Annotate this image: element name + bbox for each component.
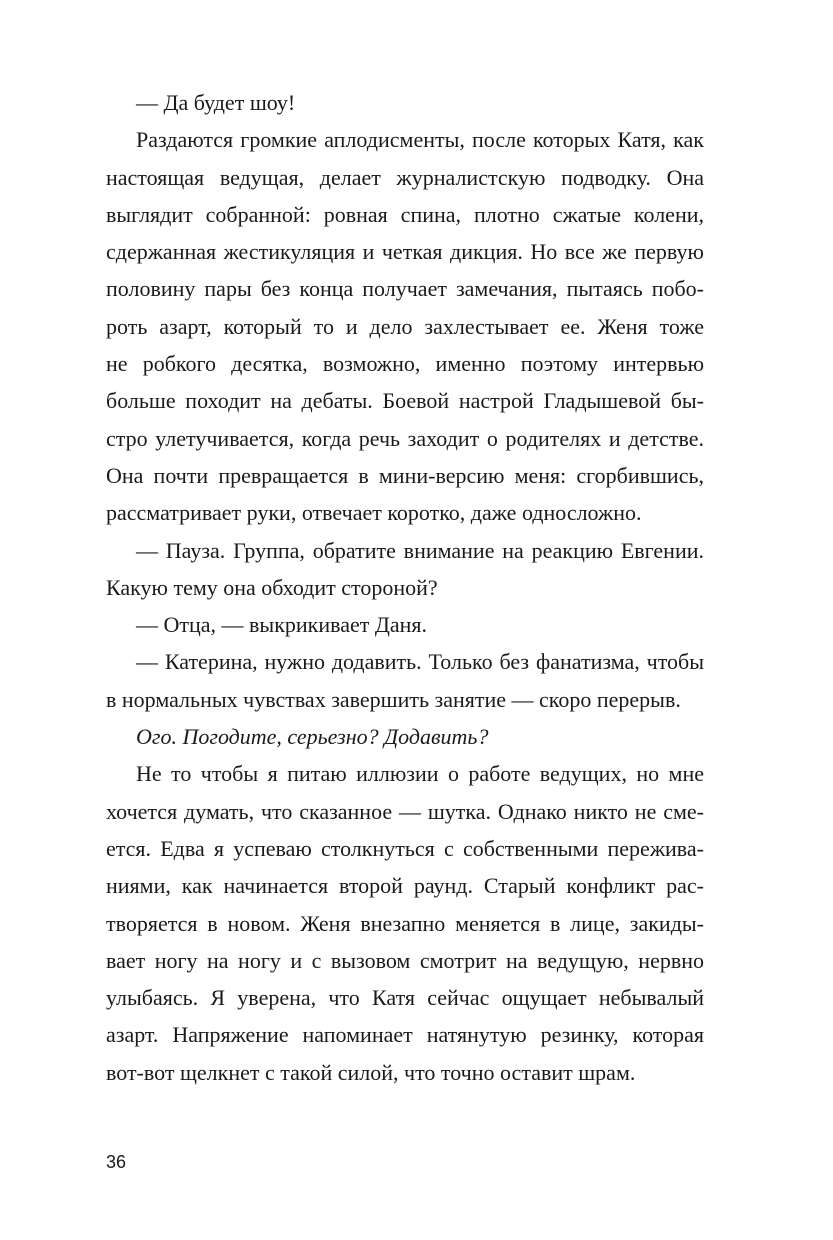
- dialogue-line: — Отца, — выкрикивает Даня.: [136, 612, 428, 638]
- paragraph-line: хочется думать, что сказанное — шутка. Однако никто не сме-: [106, 798, 704, 824]
- dialogue-line: Какую тему она обходит стороной?: [106, 574, 438, 600]
- dialogue-line: — Катерина, нужно додавить. Только без фанатизма, чтобы: [136, 649, 704, 675]
- paragraph-line: половину пары без конца получает замечания, пытаясь побо-: [106, 276, 704, 302]
- paragraph-line: не робкого десятка, возможно, именно поэтому интервью: [106, 351, 704, 377]
- paragraph-line: настоящая ведущая, делает журналистскую подводку. Она: [106, 164, 704, 190]
- paragraph-line: Она почти превращается в мини-версию меня: сгорбившись,: [106, 462, 704, 488]
- paragraph-line: роть азарт, который то и дело захлестывает ее. Женя тоже: [106, 313, 704, 339]
- paragraph-line: сдержанная жестикуляция и четкая дикция. Но все же первую: [106, 239, 704, 265]
- paragraph-line: ниями, как начинается второй раунд. Старый конфликт рас-: [106, 873, 704, 899]
- paragraph-line: азарт. Напряжение напоминает натянутую резинку, которая: [106, 1022, 704, 1048]
- paragraph-line: улыбаясь. Я уверена, что Катя сейчас ощущает небывалый: [106, 985, 704, 1011]
- dialogue-line: — Да будет шоу!: [136, 90, 296, 115]
- dialogue-line: в нормальных чувствах завершить занятие — скоро перерыв.: [106, 686, 681, 712]
- paragraph-line: вот-вот щелкнет с такой силой, что точно оставит шрам.: [106, 1059, 636, 1085]
- paragraph-line: вает ногу на ногу и с вызовом смотрит на ведущую, нервно: [106, 947, 704, 973]
- paragraph-line: больше походит на дебаты. Боевой настрой Гладышевой бы-: [106, 388, 704, 414]
- paragraph-line: ется. Едва я успеваю столкнуться с собственными пережива-: [106, 835, 704, 861]
- dialogue-line: — Пауза. Группа, обратите внимание на реакцию Евгении.: [136, 537, 704, 563]
- page-body-text: [106, 84, 704, 1091]
- page-number: 36: [106, 1152, 127, 1172]
- paragraph-line: творяется в новом. Женя внезапно меняется в лице, закиды-: [106, 910, 704, 936]
- paragraph-line: стро улетучивается, когда речь заходит о родителях и детстве.: [106, 425, 704, 451]
- paragraph-line: Не то чтобы я питаю иллюзии о работе ведущих, но мне: [136, 761, 704, 787]
- inner-thought-line: Ого. Погодите, серьезно? Додавить?: [136, 724, 489, 750]
- paragraph-line: Раздаются громкие аплодисменты, после которых Катя, как: [136, 127, 704, 153]
- paragraph-line: выглядит собранной: ровная спина, плотно сжатые колени,: [106, 201, 704, 227]
- paragraph-line: рассматривает руки, отвечает коротко, даже односложно.: [106, 500, 642, 526]
